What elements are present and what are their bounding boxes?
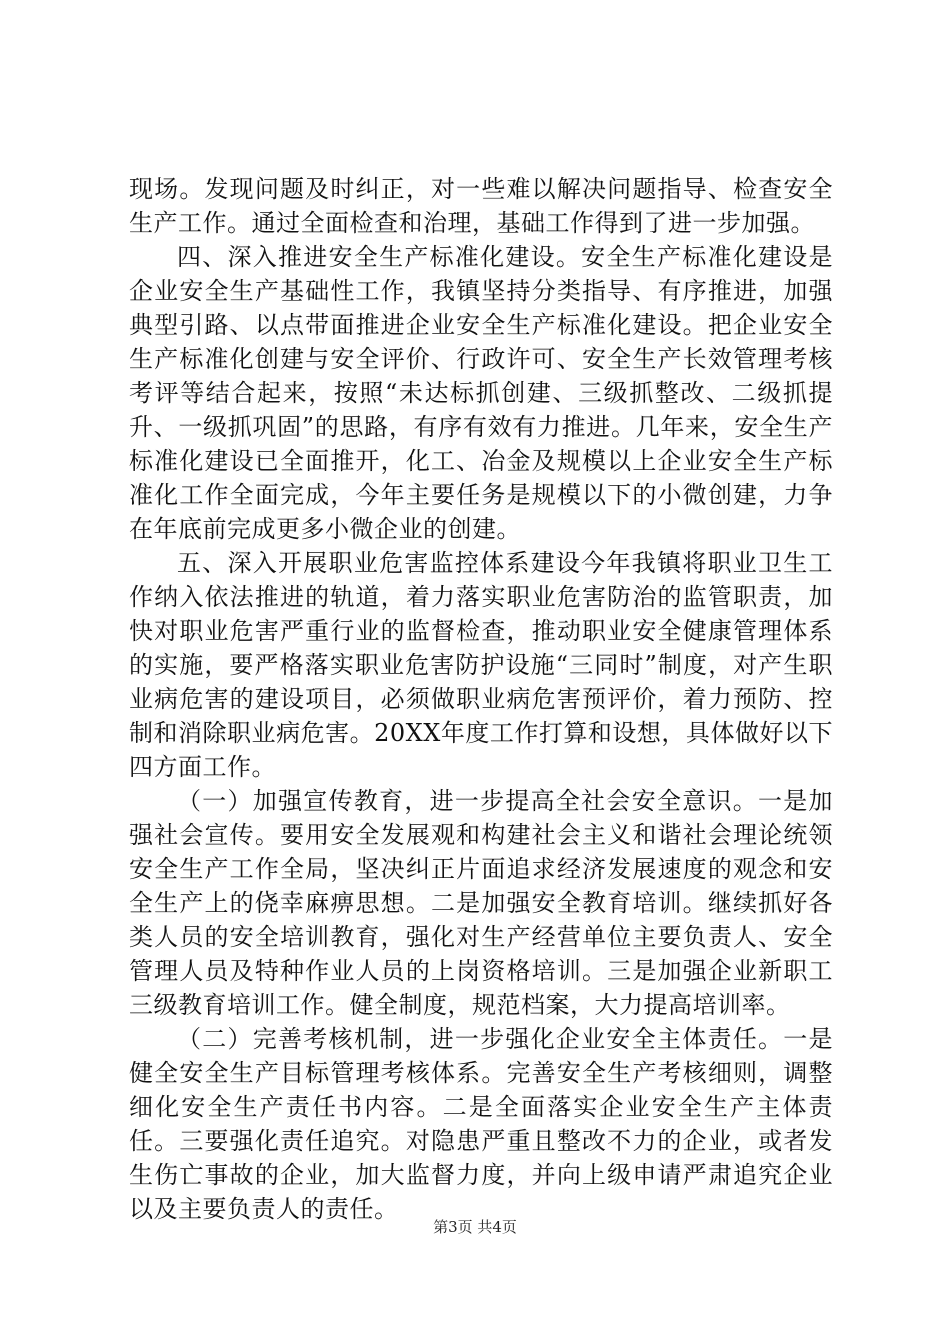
- paragraph-section-five: 五、深入开展职业危害监控体系建设今年我镇将职业卫生工作纳入依法推进的轨道，着力落实职业危害防治的监管职责，加快对职业危害严重行业的监督检查，推动职业安全健康管理体系的实施，要严格落实职业危害防护设施“三同时”制度，对产生职业病危害的建设项目，必须做职业病危害预评价，着力预防、控制和消除职业病危害。20XX年度工作打算和设想，具体做好以下四方面工作。: [129, 549, 833, 781]
- paragraph-section-four: 四、深入推进安全生产标准化建设。安全生产标准化建设是企业安全生产基础性工作，我镇坚持分类指导、有序推进，加强典型引路、以点带面推进企业安全生产标准化建设。把企业安全生产标准化创建与安全评价、行政许可、安全生产长效管理考核考评等结合起来，按照“未达标抓创建、三级抓整改、二级抓提升、一级抓巩固”的思路，有序有效有力推进。几年来，安全生产标准化建设已全面推开，化工、冶金及规模以上企业安全生产标准化工作全面完成，今年主要任务是规模以下的小微创建，力争在年底前完成更多小微企业的创建。: [129, 243, 833, 543]
- page-number-footer: 第3页 共4页: [433, 1218, 517, 1236]
- paragraph-item-two: （二）完善考核机制，进一步强化企业安全主体责任。一是健全安全生产目标管理考核体系。完善安全生产考核细则，调整细化安全生产责任书内容。二是全面落实企业安全生产主体责任。三要强化责任追究。对隐患严重且整改不力的企业，或者发生伤亡事故的企业，加大监督力度，并向上级申请严肃追究企业以及主要负责人的责任。: [129, 1025, 833, 1223]
- paragraph-item-one: （一）加强宣传教育，进一步提高全社会安全意识。一是加强社会宣传。要用安全发展观和构建社会主义和谐社会理论统领安全生产工作全局，坚决纠正片面追求经济发展速度的观念和安全生产上的侥幸麻痹思想。二是加强安全教育培训。继续抓好各类人员的安全培训教育，强化对生产经营单位主要负责人、安全管理人员及特种作业人员的上岗资格培训。三是加强企业新职工三级教育培训工作。健全制度，规范档案，大力提高培训率。: [129, 787, 833, 1019]
- document-body: [129, 172, 833, 1226]
- paragraph-continuation: 现场。发现问题及时纠正，对一些难以解决问题指导、检查安全生产工作。通过全面检查和治理，基础工作得到了进一步加强。: [129, 175, 833, 237]
